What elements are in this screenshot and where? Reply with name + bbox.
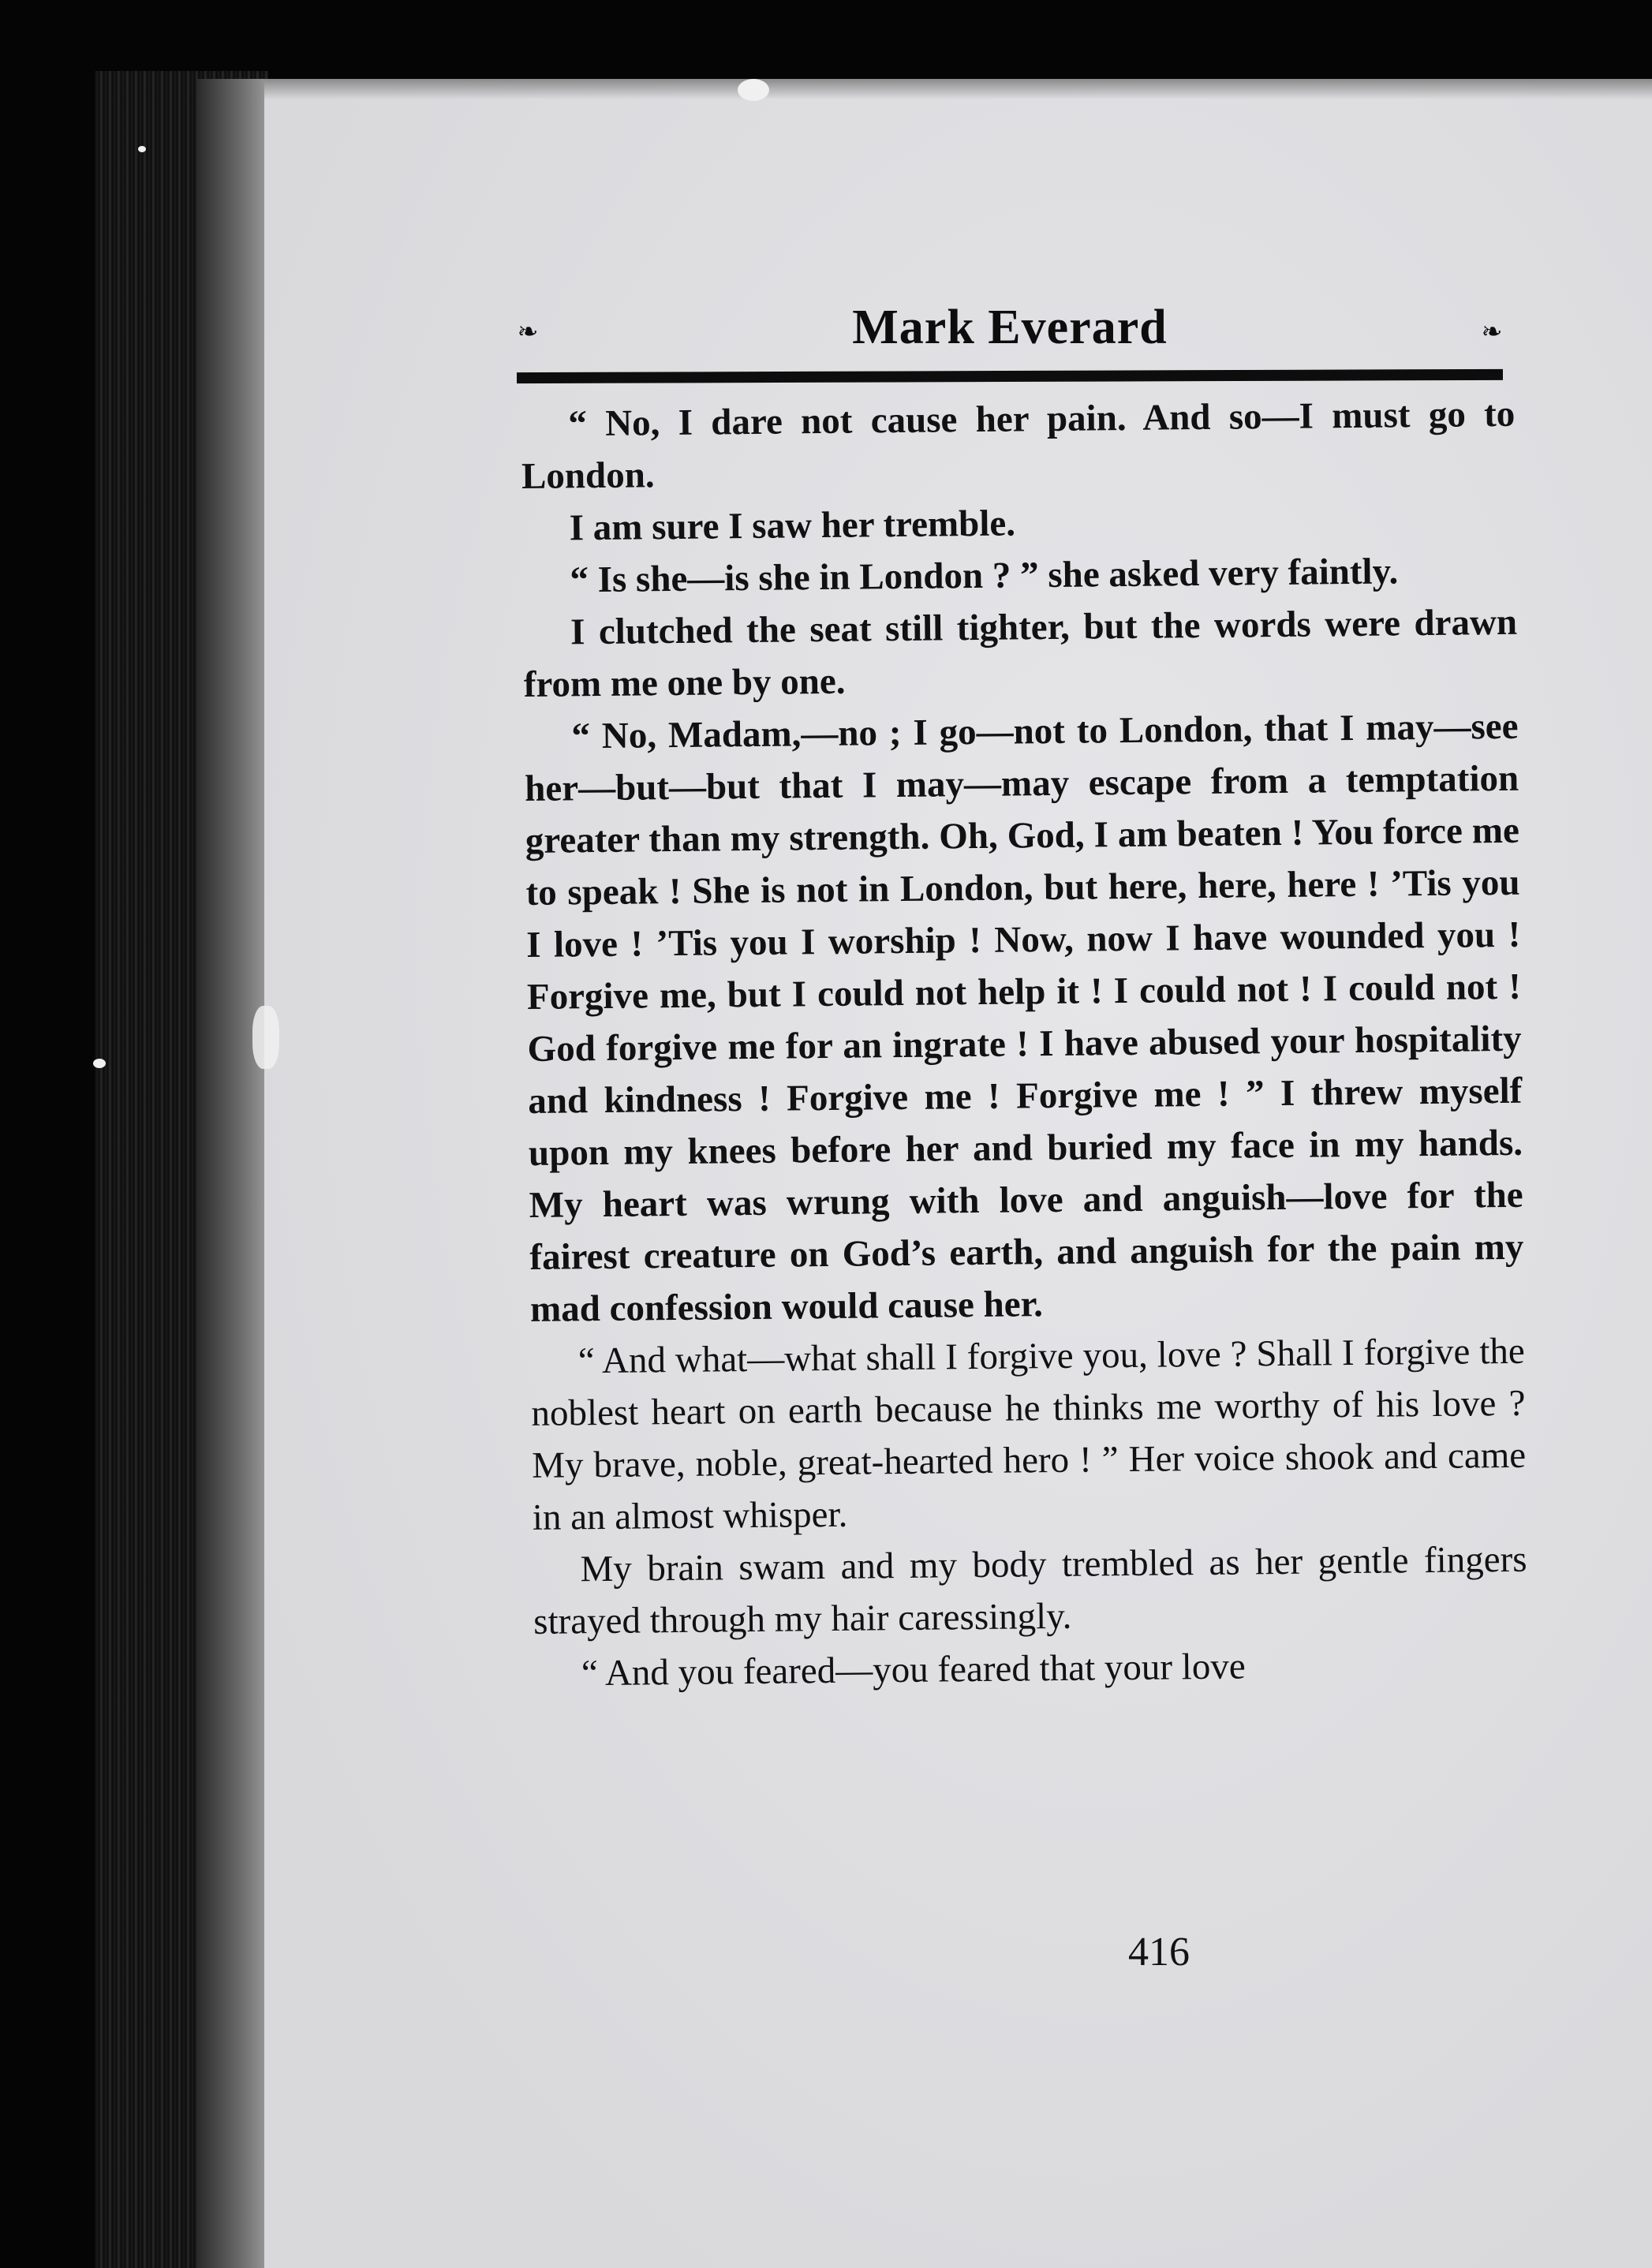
body-text (521, 388, 1528, 1700)
scan-speck (138, 146, 146, 152)
scan-speck (738, 79, 769, 101)
paragraph: My brain swam and my body trembled as her gentle fingers strayed through my hair caressingly. (533, 1538, 1527, 1642)
fleuron-right-icon: ❧ (1481, 317, 1503, 346)
paragraph: “ No, I dare not cause her pain. And so—I must go to London. (521, 393, 1516, 497)
running-title: Mark Everard (852, 301, 1168, 354)
page-number: 416 (1128, 1930, 1190, 1975)
fleuron-left-icon: ❧ (517, 317, 539, 346)
paragraph: “ No, Madam,—no ; I go—not to London, that I may—see her—but—but that I may—may escape from a temptation greater than my strength. Oh, God, I am beaten ! You force me to speak ! She is not in London, but here, here, here ! ’Tis you I love ! ’Tis you I worship ! Now, now I have wounded you ! Forgive me, but I could not help it ! I could not ! I could not ! God forgive me for an ingrate ! I have abused your hospitality and kindness ! Forgive me ! Forgive me ! ” I threw myself upon my knees before her and buried my face in my hands. My heart was wrung with love and anguish—love for the fairest creature on God’s earth, and anguish for the pain my mad confession would cause her. (524, 705, 1524, 1330)
paragraph: I clutched the seat still tighter, but the words were drawn from me one by one. (523, 601, 1518, 705)
scan-speck (93, 1059, 106, 1068)
page-top-shadow (264, 79, 1652, 99)
running-head (517, 300, 1503, 363)
paragraph: “ And you feared—you feared that your love (581, 1646, 1246, 1694)
book-gutter-shadow (197, 79, 268, 2268)
paragraph: “ Is she—is she in London ? ” she asked very faintly. (570, 551, 1399, 601)
scan-speck (252, 1006, 279, 1069)
paragraph: “ And what—what shall I forgive you, love ? Shall I forgive the noblest heart on earth because he thinks me worthy of his love ? My brave, noble, great-hearted hero ! ” Her voice shook and came in an almost whisper. (531, 1330, 1527, 1538)
paragraph: I am sure I saw her tremble. (569, 503, 1016, 549)
